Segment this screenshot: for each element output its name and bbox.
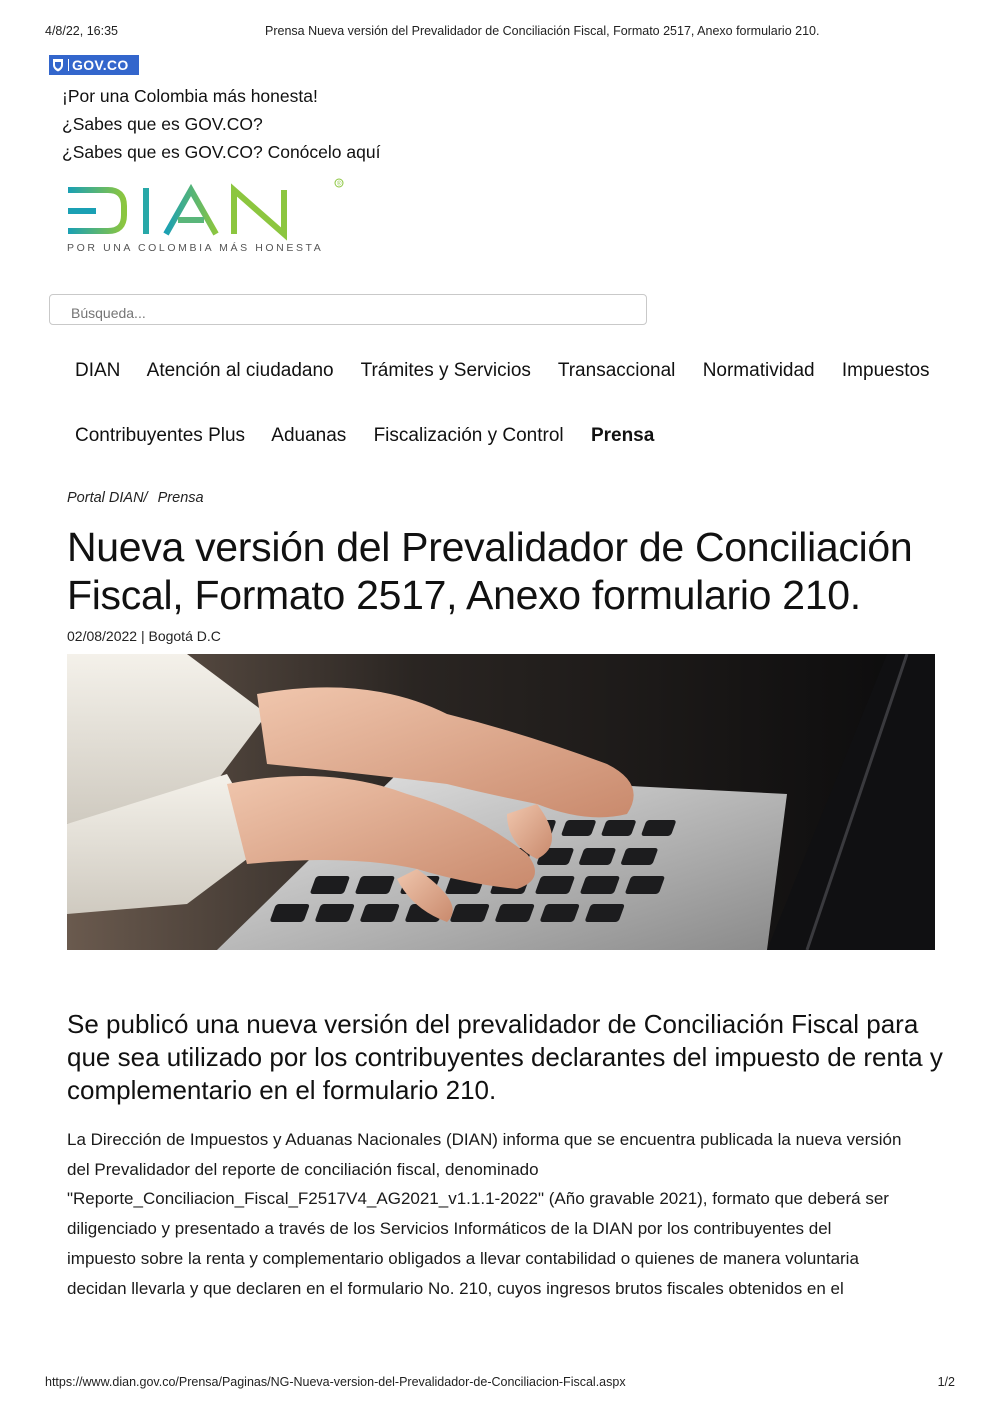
print-page-number: 1/2: [937, 1375, 955, 1389]
laptop-typing-illustration: [67, 654, 935, 950]
body-line: "Reporte_Conciliacion_Fiscal_F2517V4_AG2021_v1.1.1-2022" (Año gravable 2021), formato que deberá ser: [67, 1189, 889, 1209]
link-sabes-govco[interactable]: ¿Sabes que es GOV.CO?: [62, 114, 263, 134]
nav-item-impuestos[interactable]: Impuestos: [841, 360, 930, 381]
body-line: La Dirección de Impuestos y Aduanas Nacionales (DIAN) informa que se encuentra publicada la nueva versión: [67, 1130, 902, 1149]
body-line: del Prevalidador del reporte de conciliación fiscal, denominado: [67, 1159, 539, 1179]
print-doc-title: Prensa Nueva versión del Prevalidador de Conciliación Fiscal, Formato 2517, Anexo formulario 210.: [265, 24, 820, 38]
govco-separator: [68, 59, 69, 71]
search-input[interactable]: [49, 294, 647, 325]
main-nav-row-1: [75, 360, 952, 382]
header-links: [62, 82, 380, 166]
nav-item-prensa[interactable]: Prensa: [590, 425, 655, 446]
breadcrumb: [67, 490, 204, 506]
govco-label: GOV.CO: [72, 57, 129, 73]
main-nav-row-2: [75, 425, 676, 447]
hero-image-laptop-typing: [67, 654, 935, 950]
nav-item-contribuyentes-plus[interactable]: Contribuyentes Plus: [75, 425, 246, 446]
nav-item-atencion-ciudadano[interactable]: Atención al ciudadano: [146, 360, 334, 381]
govco-logo[interactable]: [49, 55, 139, 75]
nav-item-tramites-servicios[interactable]: Trámites y Servicios: [360, 360, 531, 381]
breadcrumb-portal-dian[interactable]: Portal DIAN/: [67, 490, 148, 506]
nav-item-transaccional[interactable]: Transaccional: [557, 360, 676, 381]
link-colombia-honesta[interactable]: ¡Por una Colombia más honesta!: [62, 86, 318, 106]
article-body: [67, 1125, 947, 1303]
registered-mark: ®: [337, 181, 342, 188]
nav-item-aduanas[interactable]: Aduanas: [271, 425, 347, 446]
nav-item-normatividad[interactable]: Normatividad: [702, 360, 815, 381]
page-title: Nueva versión del Prevalidador de Conciliación Fiscal, Formato 2517, Anexo formulario 210.: [67, 524, 913, 618]
print-url: https://www.dian.gov.co/Prensa/Paginas/NG-Nueva-version-del-Prevalidador-de-Conciliacion-Fiscal.aspx: [45, 1375, 626, 1389]
dian-logo-graphic: [66, 178, 346, 258]
article-meta: 02/08/2022 | Bogotá D.C: [67, 628, 221, 644]
nav-item-dian[interactable]: DIAN: [75, 360, 121, 381]
body-line: impuesto sobre la renta y complementario obligados a llevar contabilidad o quienes de manera voluntaria: [67, 1248, 859, 1268]
nav-item-fiscalizacion-control[interactable]: Fiscalización y Control: [373, 425, 564, 446]
link-conocelo-aqui[interactable]: ¿Sabes que es GOV.CO? Conócelo aquí: [62, 142, 381, 162]
dian-tagline: POR UNA COLOMBIA MÁS HONESTA: [67, 242, 324, 254]
dian-logo[interactable]: [66, 178, 346, 258]
print-datetime: 4/8/22, 16:35: [45, 24, 118, 38]
article-lead: Se publicó una nueva versión del prevalidador de Conciliación Fiscal para que sea utilizado por los contribuyentes declarantes del impuesto de renta y complementario en el formulario 210.: [67, 1009, 943, 1105]
print-header: [45, 24, 955, 42]
breadcrumb-prensa[interactable]: Prensa: [157, 490, 204, 506]
body-line: diligenciado y presentado a través de los Servicios Informáticos de la DIAN por los contribuyentes del: [67, 1219, 832, 1239]
body-line: decidan llevarla y que declaren en el formulario No. 210, cuyos ingresos brutos fiscales obtenidos en el: [67, 1278, 844, 1298]
colombia-shield-icon: [49, 56, 67, 74]
